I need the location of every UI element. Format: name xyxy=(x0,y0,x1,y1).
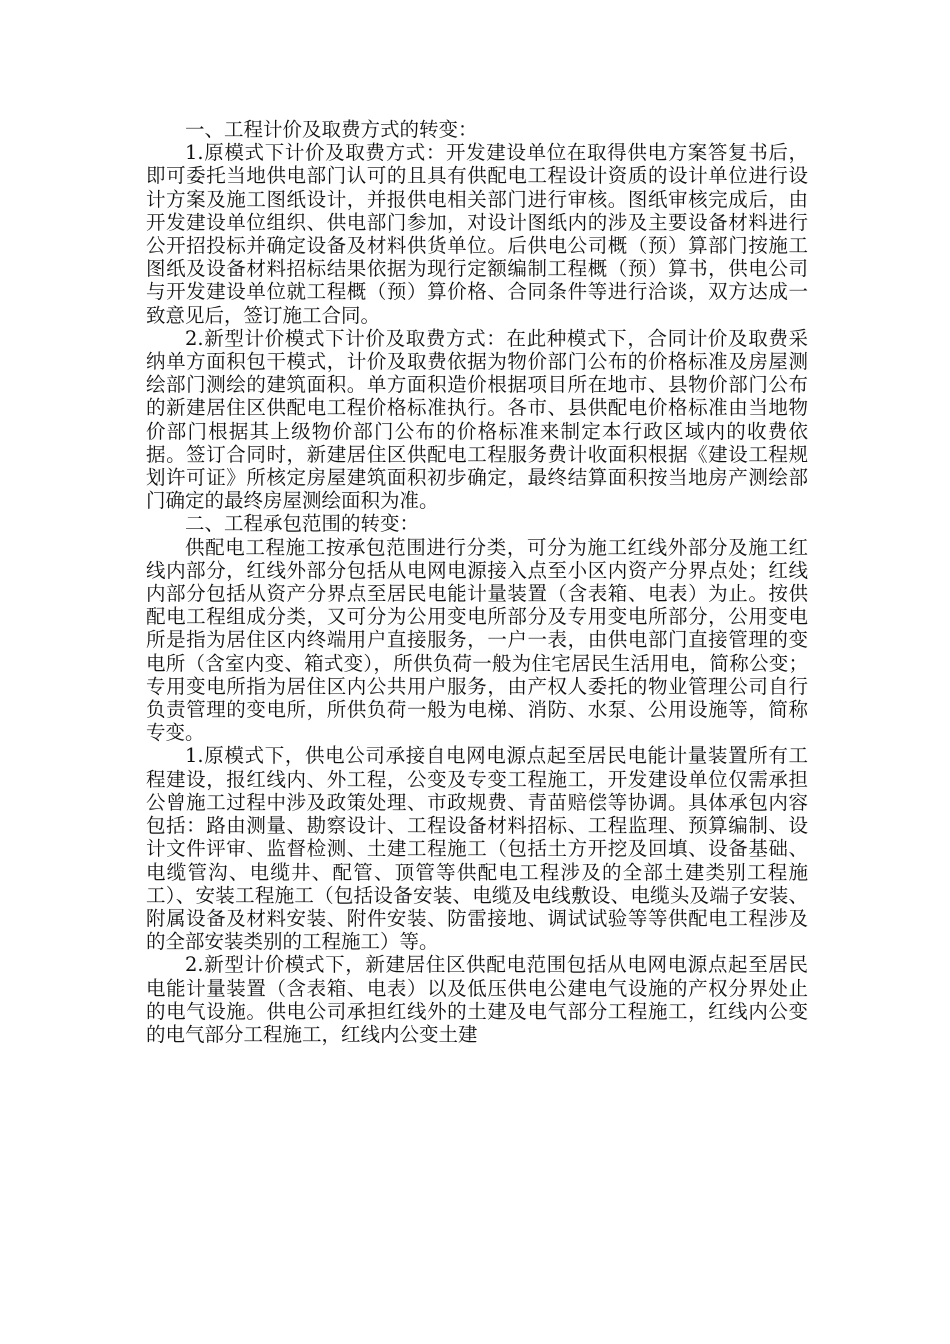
paragraph-4: 1.原模式下，供电公司承接自电网电源点起至居民电能计量装置所有工程建设，报红线内、外工程，公变及专变工程施工，开发建设单位仅需承担公曾施工过程中涉及政策处理、市政规费、青苗赔偿等协调。具体承包内容包括：路由测量、勘察设计、工程设备材料招标、工程监理、预算编制、设计文件评审、监督检测、土建工程施工（包括土方开挖及回填、设备基础、电缆管沟、电缆井、配管、顶管等供配电工程涉及的全部土建类别工程施工）、安装工程施工（包括设备安装、电缆及电线敷设、电缆头及端子安装、附属设备及材料安装、附件安装、防雷接地、调试试验等等供配电工程涉及的全部安装类别的工程施工）等。 xyxy=(146,744,808,954)
paragraph-2: 2.新型计价模式下计价及取费方式：在此种模式下，合同计价及取费采纳单方面积包干模式，计价及取费依据为物价部门公布的价格标准及房屋测绘部门测绘的建筑面积。单方面积造价根据项目所在地市、县物价部门公布的新建居住区供配电工程价格标准执行。各市、县供配电价格标准由当地物价部门根据其上级物价部门公布的价格标准来制定本行政区域内的收费依据。签订合同时，新建居住区供配电工程服务费计收面积根据《建设工程规划许可证》所核定房屋建筑面积初步确定，最终结算面积按当地房产测绘部门确定的最终房屋测绘面积为准。 xyxy=(146,326,808,513)
paragraph-5: 2.新型计价模式下，新建居住区供配电范围包括从电网电源点起至居民电能计量装置（含表箱、电表）以及低压供电公建电气设施的产权分界处止的电气设施。供电公司承担红线外的土建及电气部分工程施工，红线内公变的电气部分工程施工，红线内公变土建 xyxy=(146,953,808,1046)
paragraph-3: 供配电工程施工按承包范围进行分类，可分为施工红线外部分及施工红线内部分，红线外部分包括从电网电源接入点至小区内资产分界点处；红线内部分包括从资产分界点至居民电能计量装置（含表箱、电表）为止。按供配电工程组成分类，又可分为公用变电所部分及专用变电所部分，公用变电所是指为居住区内终端用户直接服务，一户一表，由供电部门直接管理的变电所（含室内变、箱式变），所供负荷一般为住宅居民生活用电，简称公变；专用变电所指为居住区内公共用户服务，由产权人委托的物业管理公司自行负责管理的变电所，所供负荷一般为电梯、消防、水泵、公用设施等，简称专变。 xyxy=(146,535,808,745)
document-page xyxy=(146,118,808,1046)
section-heading-2: 二、工程承包范围的转变： xyxy=(185,512,420,536)
paragraph-1: 1.原模式下计价及取费方式：开发建设单位在取得供电方案答复书后，即可委托当地供电部门认可的且具有供配电工程设计资质的设计单位进行设计方案及施工图纸设计，并报供电相关部门进行审核。图纸审核完成后，由开发建设单位组织、供电部门参加，对设计图纸内的涉及主要设备材料进行公开招投标并确定设备及材料供货单位。后供电公司概（预）算部门按施工图纸及设备材料招标结果依据为现行定额编制工程概（预）算书，供电公司与开发建设单位就工程概（预）算价格、合同条件等进行洽谈，双方达成一致意见后，签订施工合同。 xyxy=(146,141,808,327)
section-heading-1: 一、工程计价及取费方式的转变： xyxy=(185,118,478,141)
